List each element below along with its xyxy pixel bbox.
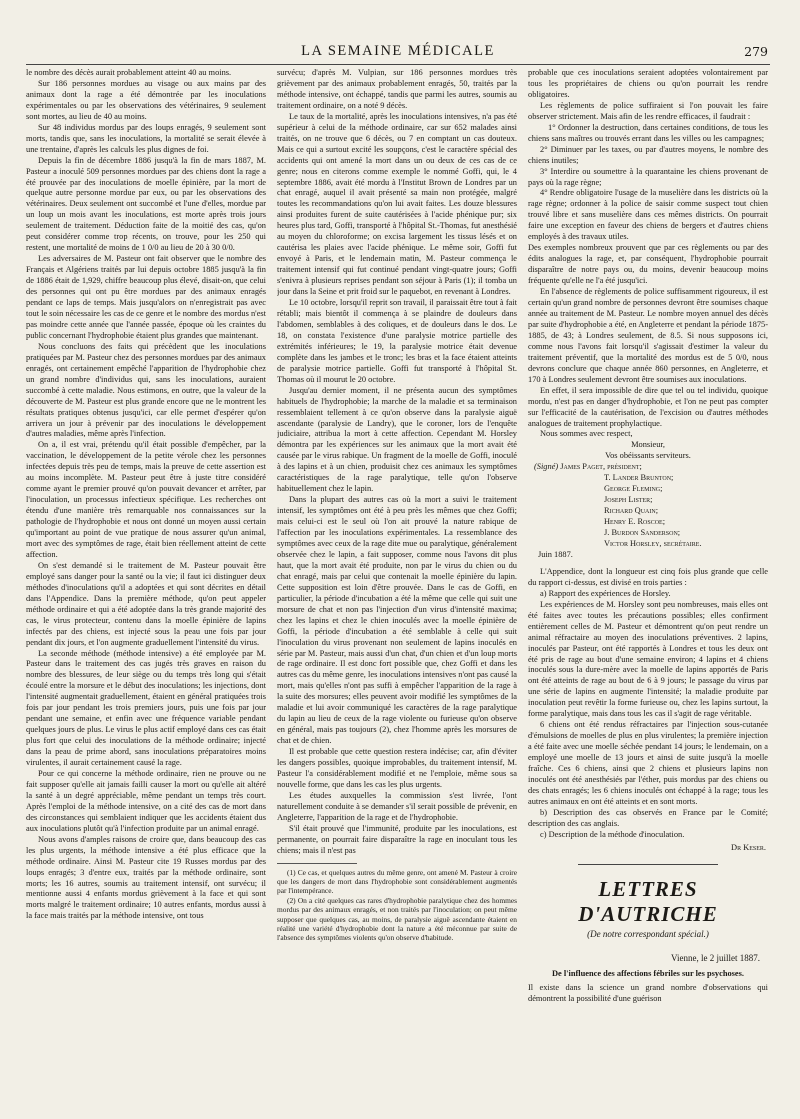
paragraph: Le 10 octobre, lorsqu'il reprit son travail, il paraissait être tout à fait rétabli; mais bientôt il commença à se plaindre de douleurs dans l'abdomen, semblables à des coliques, et de douleurs dans le dos. Le 18, on constata l'existence d'une paralysie motrice partielle des extrémités inférieures; le 19, la paralysie motrice était devenue complète dans les jambes et le tronc; les bras et la face étaient atteints de paralysie motrice partielle. Goffi fut transporté à l'hôpital St. Thomas où il mourut le 20 octobre. [277,298,517,384]
paragraph: L'Appendice, dont la longueur est cinq fois plus grande que celle du rapport ci-dessus, est divisé en trois parties : [528,566,768,587]
paragraph: Les règlements de police suffiraient si l'on pouvait les faire observer strictement. Mais afin de les rendre efficaces, il faudrait : [528,100,768,121]
paragraph: Nous avons d'amples raisons de croire que, dans beaucoup des cas les plus urgents, la méthode intensive a été plus efficace que la méthode ordinaire. Ainsi M. Pasteur cite 19 Russes mordus par des loups enragés; 3 d'entre eux, traités par la méthode ordinaire, sont morts; les 16 autres, soumis au traitement intensif, ont survécu; il mentionne aussi 4 enfants mordus grièvement à la face et qui sont morts malgré le traitement ordinaire; 10 autres enfants, mordus aussi à la face mais traités par la méthode intensive, ont tous [26,834,266,921]
footnote-rule [277,863,357,864]
paragraph: b) Description des cas observés en France par le Comité; description des cas anglais. [528,807,768,828]
letter-date: Vienne, le 2 juillet 1887. [671,952,760,963]
paragraph: Depuis la fin de décembre 1886 jusqu'à la fin de mars 1887, M. Pasteur a inoculé 509 personnes mordues par des chiens dont la rage a été prouvée par des inoculations de moelle épinière, par la mort de quelque autre personne mordue par eux, ou par les observations des vétérinaires. Deux seulement ont succombé et l'une d'elles, mordue par un loup un mois avant les inoculations, est morte après trois jours seulement de traitement. Déduction faite de la moitié des cas, qu'on peut considérer comme trop récents, on trouve, pour les 250 qui restent, une mortalité de moins de 1 0/0 au lieu de 20 à 30 0/0. [26,155,266,253]
paragraph: Il existe dans la science un grand nombre d'observations qui démontrent la possibilité d'une guérison [528,983,768,1004]
article-author: Dr Keser. [731,842,766,852]
signatory: James Paget, président; [560,462,642,472]
signature-block [528,440,768,560]
column-3 [528,68,768,1113]
paragraph: Les adversaires de M. Pasteur ont fait observer que le nombre des Français et Algériens traités par lui depuis octobre 1885 jusqu'à la fin de 1886 était de 1,929, chiffre beaucoup plus élevé, disait-on, que celui des personnes qui ont pu être mordues par des animaux enragés pendant ce laps de temps. Mais jusqu'alors on n'enregistrait pas avec tout le soin nécessaire les cas de ce genre et le nombre des mordus n'est pas moindre cette année que l'année passée, époque où les craintes du public concernant l'hydrophobie étaient plus grandes que maintenant. [26,254,266,340]
paragraph: En effet, il sera impossible de dire que tel ou tel individu, quoique mordu, n'est pas en danger d'hydrophobie, et l'on ne peut pas compter sur l'efficacité de la cautérisation, de l'excision ou d'autres méthodes analogues de traitement prophylactique. [528,385,768,428]
section-subtitle: (De notre correspondant spécial.) [587,928,709,939]
footnote: (2) On a cité quelques cas rares d'hydrophobie paralytique chez des hommes mordus par des animaux enragés, et non traités par l'inoculation; on peut même supposer que quelques cas, au moins, de paralysie aiguë ascendante étaient en réalité une variété d'hydrophobie dont la nature a été méconnue par suite de l'absence des symptômes violents qu'on observe d'habitude. [277,895,517,943]
letter-subhead: De l'influence des affections fébriles sur les psychoses. [552,968,744,978]
paragraph: La seconde méthode (méthode intensive) a été employée par M. Pasteur dans le traitement des cas jugés très graves en raison du nombre des blessures, de leur siège ou du temps très long qui s'était écoulé entre la morsure et le début des inoculations; les injections, dont l'intensité augmentait graduellement, étaient en général pratiquées trois fois par jour pendant les trois premiers jours, puis une fois par jour pendant une semaine, et enfin avec une fréquence variable pendant quelques jours de plus. Le virus le plus actif employé dans ces cas était plus fort que celui des inoculations de la méthode ordinaire; injecté dans la peau de prime abord, sans inoculations préparatoires moins virulentes, il aurait certainement causé la rage. [26,648,266,768]
signatory: George Fleming; [604,484,663,494]
paragraph: On a, il est vrai, prétendu qu'il était possible d'empêcher, par la vaccination, le développement de la petite vérole chez les personnes infectées depuis très peu de temps, mais la preuve de cette assertion est au moins incomplète. M. Pasteur peut être à juste titre considéré comme ayant le premier prouvé qu'on pouvait devancer et arrêter, par l'inoculation, un processus infectieux spécifique. Les recherches ont étendu d'une manière très remarquable nos connaissances sur la pathologie de l'hydrophobie et nous ont donné un moyen aussi certain qu'important au point de vue pratique de nous assurer qu'un animal, mort avec des symptômes de rage, était bien réellement atteint de cette affection. [26,440,266,559]
paragraph: On s'est demandé si le traitement de M. Pasteur pouvait être employé sans danger pour la santé ou la vie; il faut ici distinguer deux méthodes d'inoculations qu'il a adoptées et qui sont décrites en détail dans l'Appendice. Dans la première méthode, qu'on peut appeler méthode ordinaire et qui a été adoptée dans la très grande majorité des cas, le virus protecteur, contenu dans la moelle épinière de lapins infectés par des chiens, est injecté sous la peau une fois par jour pendant dix jours, et l'on augmente graduellement l'intensité du virus. [26,560,266,647]
paragraph: probable que ces inoculations seraient adoptées volontairement par tous les propriétaires de chiens ou qu'on pourrait les rendre obligatoires. [528,68,768,99]
paragraph: Jusqu'au dernier moment, il ne présenta aucun des symptômes habituels de l'hydrophobie; la marche de la maladie et sa terminaison ressemblaient tellement à ce qu'on observe dans la paralysie aiguë ascendante (paralysie de Landry), que le coroner, lors de l'enquête judiciaire, attribua la mort à cette affection. Cependant M. Horsley démontra par les expériences sur les animaux que la mort avait été causée par le virus rabique. Un fragment de la moelle de Goffi, inoculé à des lapins et à un chien, produisit chez ces animaux les symptômes caractéristiques de la rage paralytique, telle qu'on l'observe habituellement chez le lapin. [277,385,517,494]
closing: Vos obéissants serviteurs. [605,451,691,461]
list-item: 2° Diminuer par les taxes, ou par d'autres moyens, le nombre des chiens inutiles; [528,144,768,165]
signatory: Henry E. Roscoe; [604,517,666,527]
page-header [26,43,770,63]
paragraph: a) Rapport des expériences de Horsley. [540,588,671,598]
police-measures-list [528,123,768,243]
paragraph: Les études auxquelles la commission s'est livrée, l'ont naturellement conduite à se demander s'il serait possible de prévenir, en Angleterre, l'apparition de la rage et de l'hydrophobie. [277,790,517,822]
paragraph: Sur 48 individus mordus par des loups enragés, 9 seulement sont morts, tandis que, sans les inoculations, la mortalité se serait élevée à une trentaine, d'après les calculs les plus dignes de foi. [26,122,266,154]
paragraph: En l'absence de règlements de police suffisamment rigoureux, il est certain qu'un grand nombre de personnes devront être soumises chaque année au traitement de M. Pasteur. Le nombre moyen annuel des décès par suite d'hydrophobie a été, en Angleterre et pendant la période 1875-1885, de 43; à Londres seulement, de 8.5. Si nous supposons ici, comme nous l'avons fait lorsqu'il s'agissait d'estimer la valeur du traitement préventif, que la mortalité des mordus est de 5 0/0, nous devrons conclure que chaque année 860 personnes, en Angleterre, et 170 à Londres seulement devront être soumises aux inoculations. [528,287,768,384]
paragraph: Dans la plupart des autres cas où la mort a suivi le traitement intensif, les symptômes ont été à peu près les mêmes que chez Goffi; mais celui-ci est le seul où l'on ait prouvé la nature rabique de l'affection par les inoculations expérimentales. La ressemblance des symptômes avec ceux de la rage dite mue ou paralytique, généralement observée chez le lapin, a fait supposer, comme nous l'avons dit plus haut, que la mort avait été produite, non par le virus du chien ou du chat enragé, mais par celui que contenait la moelle épinière du lapin. Cette supposition est loin d'être prouvée. Dans le cas de Goffi, en particulier, la période d'incubation a été la même que celle qui suit une morsure de chat et non pas l'injection d'un virus d'intensité maxima; chez les lapins et chez le chien inoculés avec la moelle épinière de Goffi, la période d'incubation a été semblable à celle qui suit l'inoculation du virus provenant non seulement de lapins inoculés en série par M. Pasteur, mais aussi d'un chat, d'un chien et d'un loup morts de rage ordinaire. Il est donc fort possible que, chez Goffi et dans les autres cas du même genre, les inoculations intensives n'ont pas causé la mort, mais qu'elles n'ont pas suffi à empêcher l'apparition de la rage à la suite des morsures; elles peuvent avoir modifié les symptômes de la maladie et lui avoir communiqué les caractères de la rage paralytique du lapin au lieu de ceux de la rage violente ou furieuse qu'on observe en général, mais pas toujours (2), chez l'homme après les morsures de chat et de chien. [277,495,517,746]
paragraph: S'il était prouvé que l'immunité, produite par les inoculations, est permanente, on pourrait faire disparaître la rage en inoculant tous les chiens; mais il n'est pas [277,823,517,855]
signatory: T. Lander Brunton; [604,473,674,483]
column-1 [26,68,266,1113]
paragraph: survécu; d'après M. Vulpian, sur 186 personnes mordues très grièvement par des animaux probablement enragés, 50, traités par la méthode intensive, ont échappé, tandis que parmi les autres, soumis au traitement ordinaire, on a noté 9 décès. [277,68,517,110]
salutation: Monsieur, [631,440,665,450]
paragraph: 6 chiens ont été rendus réfractaires par l'injection sous-cutanée d'émulsions de moelles de plus en plus virulentes; la première injection a été faite avec une moelle séchée pendant 14 jours; le lendemain, on a employé une moelle de 13 jours et ainsi de suite jusqu'à la moelle fraîche. Ces 6 chiens, ainsi que 2 chiens et plusieurs lapins non inoculés ont été anesthésiés par l'éther, puis mordus par des chiens ou des chats enragés; les 6 chiens inoculés ont échappé à la rage; tous les autres animaux en ont été atteints et en sont morts. [528,720,768,806]
paragraph: Les expériences de M. Horsley sont peu nombreuses, mais elles ont été faites avec toutes les précautions possibles; elles confirment entièrement celles de M. Pasteur et démontrent qu'on peut rendre un animal réfractaire au moyen des inoculations préventives. 2 lapins, inoculés par Pasteur, ont été rapportés à Londres et tous les deux ont été pris de rage au bout d'une semaine environ; 4 lapins et 4 chiens inoculés sous la dure-mère avec la moelle de lapins apportés de Paris ont été atteints de rage au bout de 6 à 9 jours; le passage du virus par une série de lapins en augmente l'intensité; la maladie produite par inoculation peut revêtir la forme furieuse ou, chez les lapins surtout, la forme paralytique, mais dans tous les cas il s'agit de rage véritable. [528,599,768,719]
list-item: 1° Ordonner la destruction, dans certaines conditions, de tous les chiens sans maîtres ou trouvés errant dans les villes ou les campagnes; [528,122,768,143]
signatory: Victor Horsley, secrétaire. [604,538,702,548]
signatory: Richard Quain; [604,506,659,516]
columns [26,68,770,1113]
section-title: LETTRES D'AUTRICHE [578,876,718,926]
column-2 [277,68,517,1113]
page-number: 279 [744,44,768,59]
header-rule [26,64,770,65]
list-item: 3° Interdire ou soumettre à la quarantaine les chiens provenant de pays où la rage règne; [528,166,768,187]
paragraph: Nous sommes avec respect, [540,429,633,439]
paragraph: Des exemples nombreux prouvent que par ces règlements ou par des édits analogues la rage, et, par conséquent, l'hydrophobie pourrait disparaître de notre pays ou, du moins, devenir beaucoup moins fréquente qu'elle ne l'a été jusqu'ici. [528,243,768,286]
journal-title: LA SEMAINE MÉDICALE [301,43,495,59]
paragraph: Pour ce qui concerne la méthode ordinaire, rien ne prouve ou ne fait supposer qu'elle ait jamais failli causer la mort ou qu'elle ait altéré la santé à un degré appréciable, même pendant un temps très court. Après l'emploi de la méthode intensive, on a cité des cas de mort dans des circonstances qui semblaient indiquer que les accidents étaient dus aux inoculations plutôt qu'à l'infection produite par un animal enragé. [26,769,266,833]
paragraph: c) Description de la méthode d'inoculation. [540,829,685,839]
paragraph: le nombre des décès aurait probablement atteint 40 au moins. [26,68,232,77]
paragraph: Le taux de la mortalité, après les inoculations intensives, n'a pas été supérieur à celui de la méthode ordinaire, car sur 652 malades ainsi traités, on ne trouve que 6 décès, ou 7 en comptant un cas douteux. Mais ce qui a surtout excité les soupçons, c'est le caractère spécial des accidents qui ont amené la mort dans un ou deux de ces cas de ce genre; nous en citerons comme exemple le nommé Goffi, qui, le 4 septembre 1886, avait été mordu à l'Institut Brown de Londres par un chat enragé, auquel il avait présenté sa main non protégée, malgré toutes les recommandations qu'on lui avait faites. Les douze blessures ainsi produites furent de suite cautérisées à l'acide phénique pur; six heures plus tard, Goffi, transporté à l'hôpital St.-Thomas, fut anesthésié au moyen du chloroforme; on excisa largement les tissus lésés et on cautérisa les plaies avec l'acide phénique. Le même soir, Goffi fut envoyé à Paris, et le lendemain matin, M. Pasteur commença le traitement intensif qui fut continué pendant vingt-quatre jours; Goffi s'enivra à plusieurs reprises pendant son séjour à Paris (1); il tomba un jour dans la Seine et prit froid sur le paquebot, en revenant à Londres. [277,111,517,297]
list-item: 4° Rendre obligatoire l'usage de la muselière dans les districts où la rage règne; ordonner à la police de saisir comme suspect tout chien trouvé libre et sans muselière dans ces mêmes districts. On pourrait faire une exception en faveur des chiens de bergers et d'autres chiens employés à des travaux utiles. [528,188,768,242]
signature-date: Juin 1887. [538,549,573,559]
signe-label: (Signé) [534,462,559,472]
paragraph: Nous concluons des faits qui précèdent que les inoculations pratiquées par M. Pasteur chez des personnes mordues par des animaux enragés, ont certainement empêché l'apparition de l'hydrophobie chez un grand nombre d'individus qui, sans les inoculations, auraient succombé à cette maladie. Nous estimons, en outre, que la valeur de la découverte de M. Pasteur est plus grande encore que ne le montrent les résultats pratiques obtenus jusqu'ici, car elle permet d'espérer qu'on arrivera un jour à prévenir par des inoculations le développement d'autres maladies, même après l'infection. [26,341,266,439]
section-rule [578,864,718,865]
signatory: J. Burdon Sanderson; [604,528,681,538]
paragraph: Sur 186 personnes mordues au visage ou aux mains par des animaux dont la rage a été démontrée par les inoculations expérimentales ou par les observations des vétérinaires, 9 seulement sont mortes, au lieu de 40 au moins. [26,78,266,121]
signatory: Joseph Lister; [604,495,653,505]
footnote: (1) Ce cas, et quelques autres du même genre, ont amené M. Pasteur à croire que les dangers de mort dans l'hydrophobie sont considérablement augmentés par l'intempérance. [277,867,517,896]
paragraph: Il est probable que cette question restera indécise; car, afin d'éviter les dangers possibles, quoique improbables, du traitement intensif, M. Pasteur l'a considérablement modifié et ne l'emploie, même sous sa nouvelle forme, que dans les cas les plus urgents. [277,747,517,789]
